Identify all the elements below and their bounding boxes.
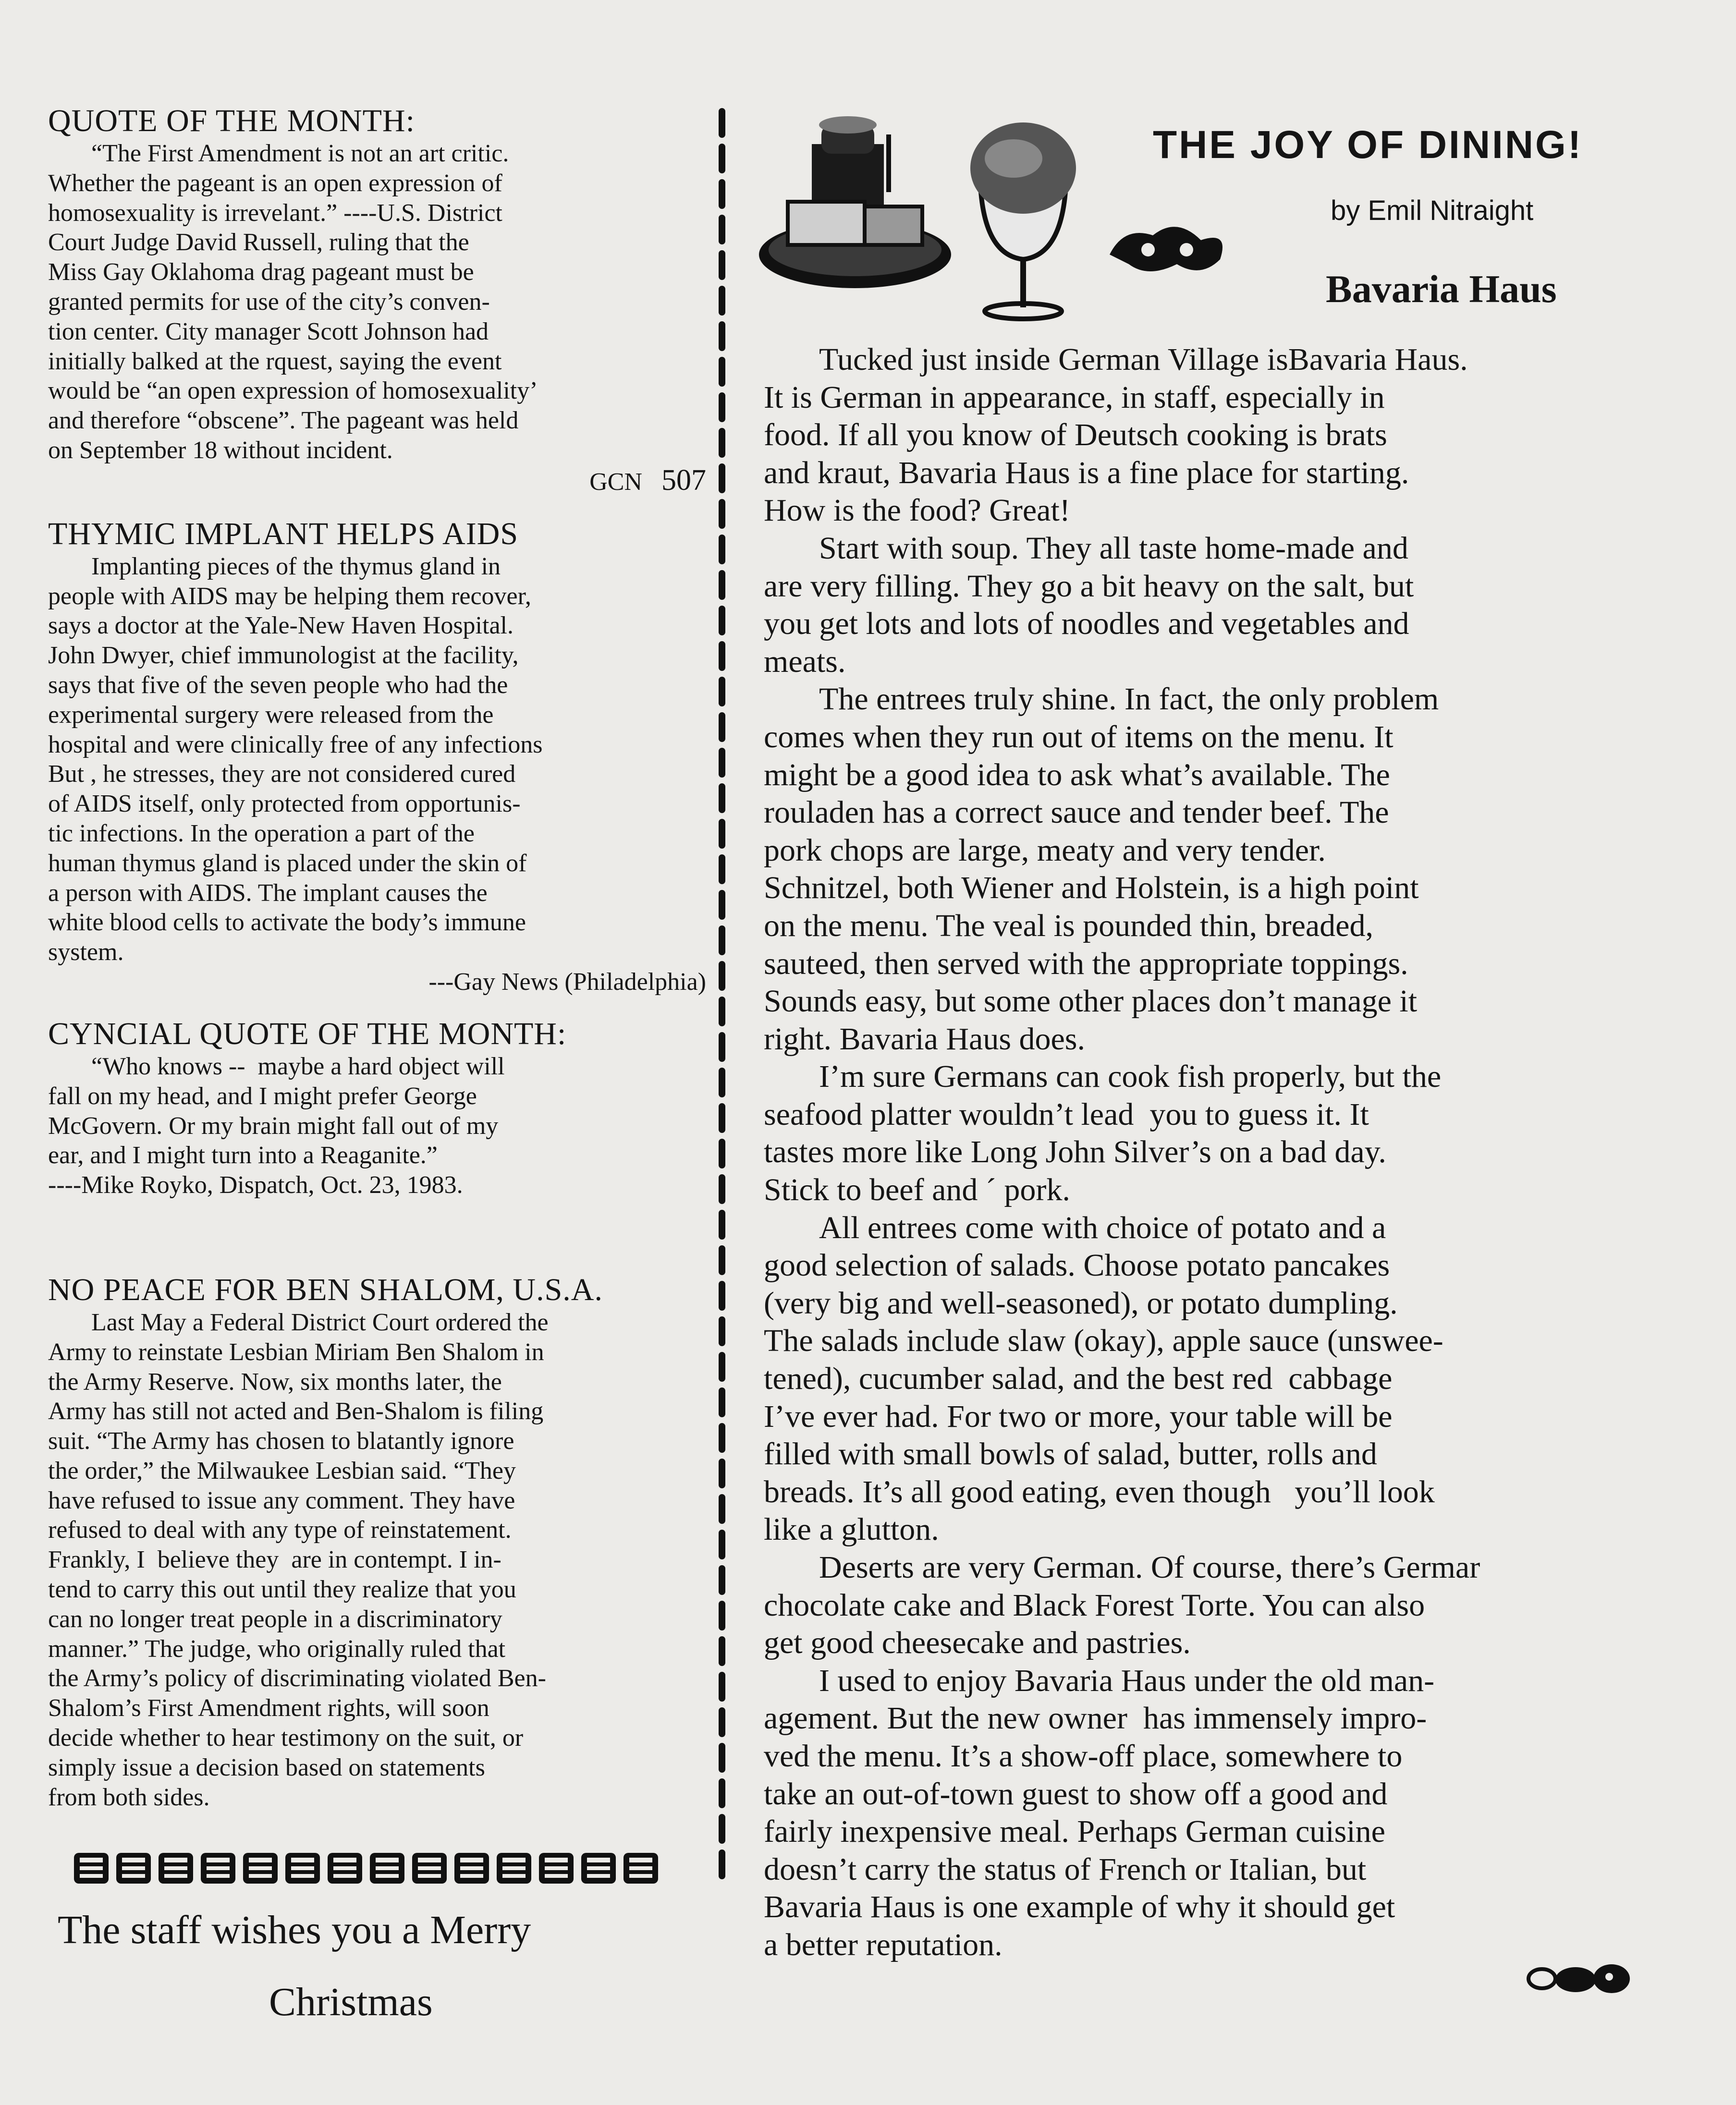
quote-line: initially balked at the rquest, saying the event [48, 347, 502, 375]
shalom-line: Army to reinstate Lesbian Miriam Ben Shalom in [48, 1338, 544, 1366]
review-line: The salads include slaw (okay), apple sauce (unswee- [764, 1323, 1443, 1359]
review-line: Start with soup. They all taste home-made and [819, 530, 1408, 566]
review-line: get good cheesecake and pastries. [764, 1625, 1191, 1661]
review-paragraph [764, 1209, 1691, 1549]
quote-line: granted permits for use of the city’s conven- [48, 288, 490, 316]
end-mark-icon [1523, 1959, 1638, 1998]
thymic-line: says that five of the seven people who had the [48, 671, 508, 699]
thymic-line: a person with AIDS. The implant causes the [48, 879, 488, 907]
thymic-line: hospital and were clinically free of any infections [48, 730, 543, 758]
thymic-heading: THYMIC IMPLANT HELPS AIDS [48, 516, 519, 551]
review-line: on the menu. The veal is pounded thin, breaded, [764, 908, 1373, 943]
review-line: It is German in appearance, in staff, especially in [764, 379, 1385, 415]
quote-source-name: GCN [589, 468, 642, 496]
shalom-line: decide whether to hear testimony on the suit, or [48, 1724, 524, 1752]
spacer [48, 1200, 711, 1272]
left-column [48, 103, 711, 1812]
review-line: I’m sure Germans can cook fish properly, but the [819, 1059, 1442, 1095]
thymic-line: of AIDS itself, only protected from opportunis- [48, 790, 521, 818]
quote-heading: QUOTE OF THE MONTH: [48, 103, 415, 138]
review-line: right. Bavaria Haus does. [764, 1021, 1085, 1057]
shalom-line: from both sides. [48, 1783, 210, 1811]
review-body [764, 341, 1691, 1964]
review-line: are very filling. They go a bit heavy on the salt, but [764, 568, 1414, 604]
pretzel-icon [1110, 227, 1223, 271]
thymic-line: John Dwyer, chief immunologist at the facility, [48, 642, 519, 669]
quote-source-number: 507 [661, 463, 706, 497]
review-line: ved the menu. It’s a show-off place, somewhere to [764, 1738, 1403, 1774]
cynical-line: fall on my head, and I might prefer George [48, 1082, 477, 1110]
review-paragraph [764, 681, 1691, 1058]
review-paragraph [764, 1662, 1691, 1964]
shalom-line: Frankly, I believe they are in contempt. I in- [48, 1546, 501, 1574]
spacer [48, 497, 711, 516]
review-line: like a glutton. [764, 1512, 939, 1547]
thymic-line: experimental surgery were released from the [48, 701, 494, 729]
quote-body [48, 139, 711, 465]
review-line: Sounds easy, but some other places don’t manage it [764, 984, 1418, 1019]
review-line: Bavaria Haus is one example of why it should get [764, 1889, 1395, 1925]
review-line: Deserts are very German. Of course, there’s Germar [819, 1550, 1480, 1585]
cynical-line: “Who knows -- maybe a hard object will [91, 1052, 505, 1080]
shalom-line: manner.” The judge, who originally ruled that [48, 1635, 506, 1663]
food-platter-icon [759, 116, 951, 288]
thymic-line: people with AIDS may be helping them recover, [48, 582, 531, 610]
review-line: All entrees come with choice of potato and a [819, 1210, 1386, 1245]
thymic-line: Implanting pieces of the thymus gland in [91, 552, 501, 580]
article-title: THE JOY OF DINING! [1153, 123, 1583, 167]
article-byline: by Emil Nitraight [1331, 195, 1534, 226]
review-paragraph [764, 1549, 1691, 1662]
review-paragraph [764, 1058, 1691, 1209]
review-line: I’ve ever had. For two or more, your table will be [764, 1399, 1393, 1434]
shalom-line: Last May a Federal District Court ordered the [91, 1308, 549, 1336]
review-line: fairly inexpensive meal. Perhaps German cuisine [764, 1814, 1385, 1849]
review-line: I used to enjoy Bavaria Haus under the old man- [819, 1663, 1435, 1698]
review-line: and kraut, Bavaria Haus is a fine place for starting. [764, 455, 1409, 490]
review-line: (very big and well-seasoned), or potato dumpling. [764, 1285, 1398, 1321]
spacer [48, 997, 711, 1016]
review-line: meats. [764, 644, 846, 679]
shalom-line: tend to carry this out until they realize that you [48, 1576, 516, 1604]
review-line: doesn’t carry the status of French or Italian, but [764, 1851, 1367, 1887]
review-line: might be a good idea to ask what’s available. The [764, 757, 1390, 792]
shalom-line: have refused to issue any comment. They have [48, 1486, 515, 1514]
shalom-body [48, 1308, 711, 1813]
review-line: you get lots and lots of noodles and vegetables and [764, 606, 1409, 642]
cynical-line: ----Mike Royko, Dispatch, Oct. 23, 1983. [48, 1171, 463, 1199]
review-line: The entrees truly shine. In fact, the only problem [819, 681, 1439, 717]
review-line: Tucked just inside German Village isBavaria Haus. [819, 342, 1468, 377]
quote-source [48, 465, 711, 497]
thymic-line: system. [48, 938, 124, 966]
review-line: sauteed, then served with the appropriate toppings. [764, 946, 1408, 981]
review-line: rouladen has a correct sauce and tender beef. The [764, 795, 1389, 830]
review-line: Stick to beef and ´ pork. [764, 1172, 1070, 1208]
quote-line: homosexuality is irrevelant.” ----U.S. District [48, 199, 502, 227]
quote-line: “The First Amendment is not an art critic. [91, 140, 509, 167]
review-line: Schnitzel, both Wiener and Holstein, is a high point [764, 870, 1419, 906]
shalom-line: can no longer treat people in a discriminatory [48, 1605, 502, 1633]
quote-line: on September 18 without incident. [48, 436, 393, 464]
thymic-line: tic infections. In the operation a part of the [48, 819, 475, 847]
quote-line: Court Judge David Russell, ruling that the [48, 229, 469, 256]
restaurant-name: Bavaria Haus [1326, 267, 1557, 311]
review-line: comes when they run out of items on the menu. It [764, 719, 1394, 754]
cynical-heading: CYNCIAL QUOTE OF THE MONTH: [48, 1016, 567, 1051]
review-paragraph [764, 341, 1691, 530]
shalom-line: the order,” the Milwaukee Lesbian said. “They [48, 1457, 516, 1484]
quote-line: Whether the pageant is an open expression of [48, 169, 502, 197]
shalom-heading: NO PEACE FOR BEN SHALOM, U.S.A. [48, 1272, 603, 1307]
review-line: a better reputation. [764, 1927, 1002, 1962]
review-line: tastes more like Long John Silver’s on a bad day. [764, 1134, 1386, 1170]
column-divider [717, 108, 727, 1976]
thymic-line: says a doctor at the Yale-New Haven Hospital. [48, 612, 513, 640]
greeting-line-1: The staff wishes you a Merry [58, 1908, 531, 1952]
thymic-line: human thymus gland is placed under the skin of [48, 849, 527, 877]
shalom-line: Army has still not acted and Ben-Shalom is filing [48, 1398, 544, 1425]
review-line: filled with small bowls of salad, butter, rolls and [764, 1436, 1377, 1472]
shalom-line: the Army’s policy of discriminating violated Ben- [48, 1665, 546, 1692]
cynical-line: McGovern. Or my brain might fall out of my [48, 1112, 499, 1140]
review-line: food. If all you know of Deutsch cooking is brats [764, 417, 1387, 453]
review-line: agement. But the new owner has immensely impro- [764, 1701, 1427, 1736]
thymic-body [48, 552, 711, 967]
review-line: good selection of salads. Choose potato pancakes [764, 1248, 1390, 1283]
dessert-goblet-icon [970, 122, 1076, 319]
review-line: chocolate cake and Black Forest Torte. You can also [764, 1587, 1425, 1623]
review-line: pork chops are large, meaty and very tender. [764, 832, 1326, 868]
review-line: take an out-of-town guest to show off a good and [764, 1776, 1388, 1812]
shalom-line: the Army Reserve. Now, six months later, the [48, 1368, 502, 1396]
shalom-line: suit. “The Army has chosen to blatantly ignore [48, 1427, 514, 1455]
review-line: breads. It’s all good eating, even though you’ll look [764, 1474, 1435, 1509]
christmas-border-icon [72, 1849, 663, 1887]
cynical-body [48, 1052, 711, 1200]
review-line: How is the food? Great! [764, 493, 1070, 528]
review-line: tened), cucumber salad, and the best red cabbage [764, 1361, 1393, 1397]
thymic-line: But , he stresses, they are not considered cured [48, 760, 516, 788]
review-paragraph [764, 530, 1691, 681]
shalom-line: refused to deal with any type of reinstatement. [48, 1516, 512, 1544]
greeting-line-2: Christmas [269, 1980, 433, 2024]
cynical-line: ear, and I might turn into a Reaganite.” [48, 1142, 438, 1169]
thymic-line: white blood cells to activate the body’s immune [48, 909, 526, 937]
quote-line: would be “an open expression of homosexuality’ [48, 377, 538, 405]
quote-line: tion center. City manager Scott Johnson had [48, 317, 489, 345]
shalom-line: Shalom’s First Amendment rights, will soon [48, 1694, 489, 1722]
review-line: seafood platter wouldn’t lead you to guess it. It [764, 1096, 1369, 1132]
shalom-line: simply issue a decision based on statements [48, 1753, 485, 1781]
quote-line: Miss Gay Oklahoma drag pageant must be [48, 258, 474, 286]
thymic-source: ---Gay News (Philadelphia) [428, 968, 706, 996]
quote-line: and therefore “obscene”. The pageant was held [48, 407, 519, 435]
